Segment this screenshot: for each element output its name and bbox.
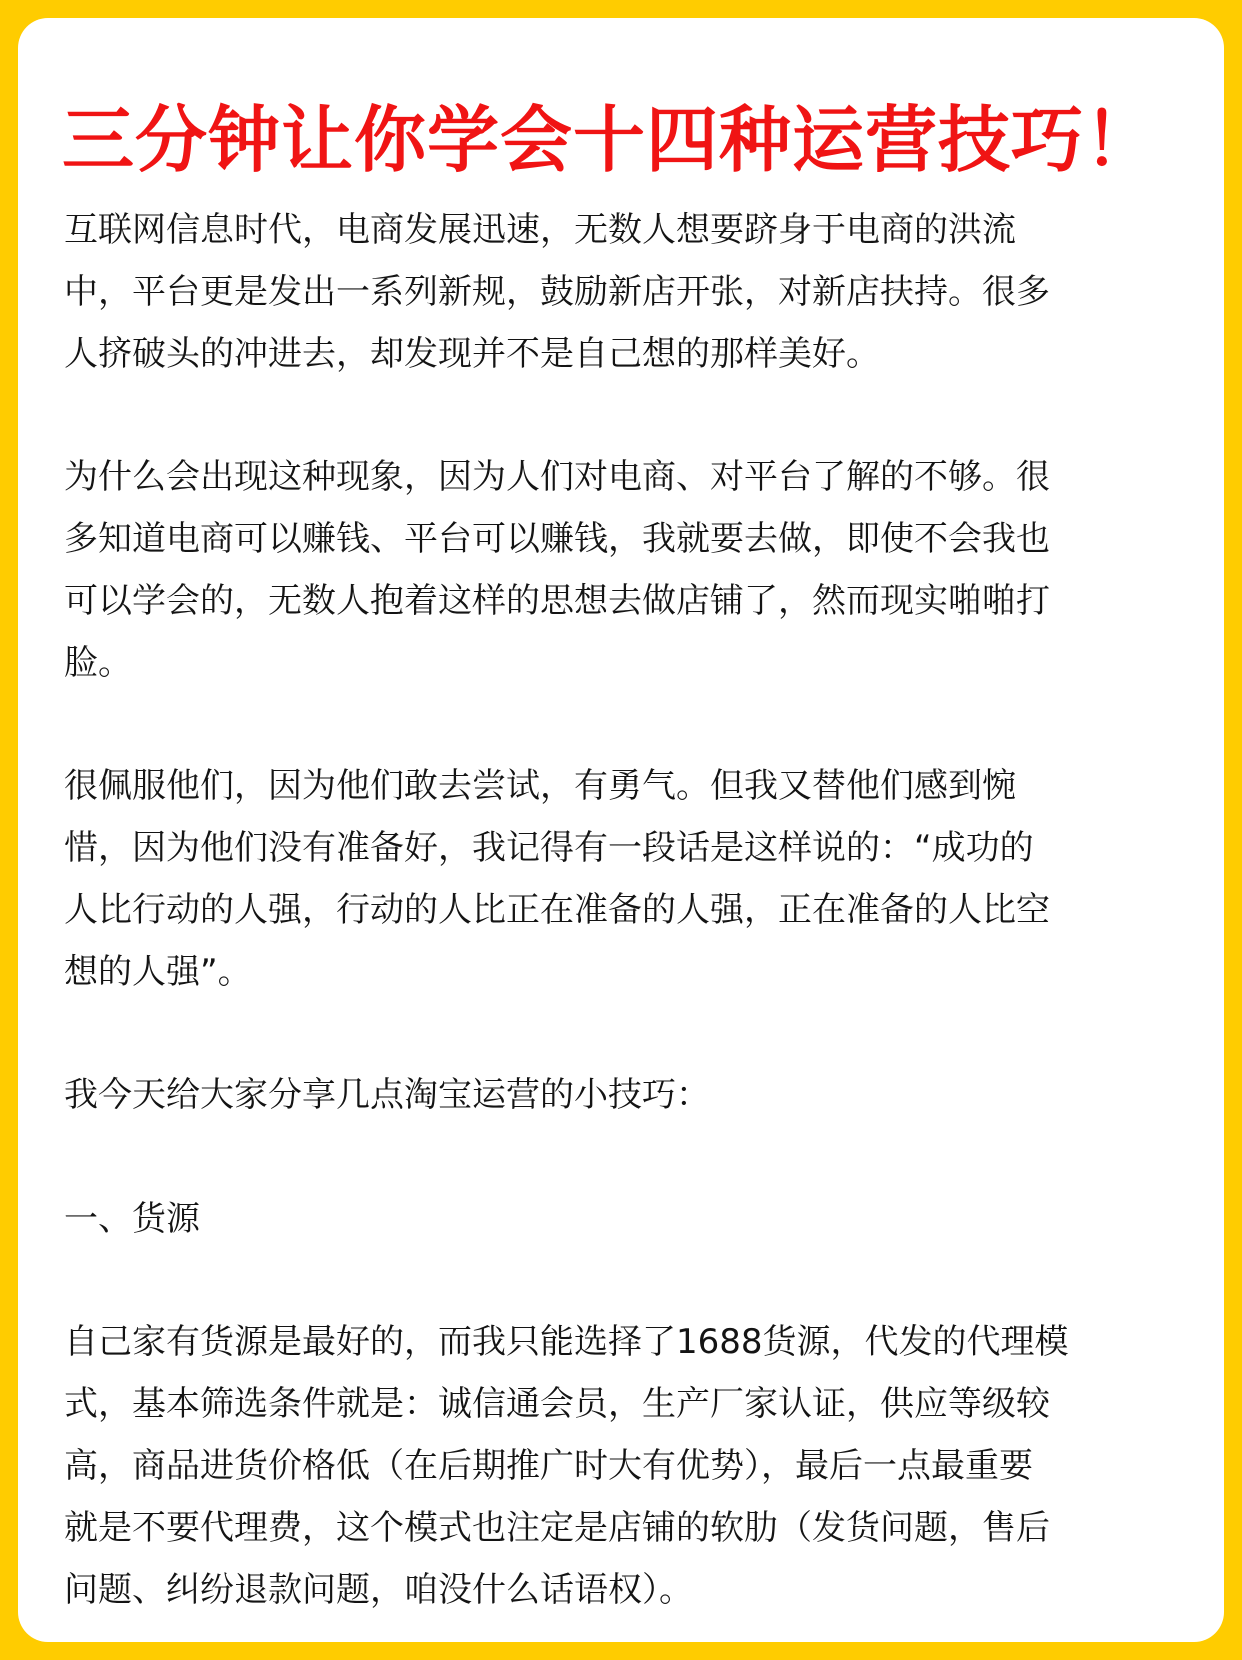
text-line: 可以学会的，无数人抱着这样的思想去做店铺了，然而现实啪啪打	[64, 580, 1050, 621]
text-line: 多知道电商可以赚钱、平台可以赚钱，我就要去做，即使不会我也	[64, 518, 1050, 559]
text-line: 就是不要代理费，这个模式也注定是店铺的软肋（发货问题，售后	[64, 1507, 1050, 1548]
text-line: 问题、纠纷退款问题，咱没什么话语权）。	[64, 1569, 693, 1610]
paragraph-gap	[64, 1127, 1194, 1189]
paragraph-gap	[64, 385, 1194, 447]
text-line: 高，商品进货价格低（在后期推广时大有优势），最后一点最重要	[64, 1445, 1033, 1486]
article-title: 三分钟让你学会十四种运营技巧！	[62, 98, 1158, 182]
text-line: 我今天给大家分享几点淘宝运营的小技巧：	[64, 1075, 710, 1116]
text-line: 式，基本筛选条件就是：诚信通会员，生产厂家认证，供应等级较	[64, 1384, 1050, 1425]
text-line: 为什么会出现这种现象，因为人们对电商、对平台了解的不够。很	[64, 457, 1050, 498]
text-line: 想的人强”。	[64, 951, 252, 992]
text-line: 互联网信息时代，电商发展迅速，无数人想要跻身于电商的洪流	[64, 210, 1016, 250]
paragraph-gap	[64, 1251, 1194, 1313]
text-line: 很佩服他们，因为他们敢去尝试，有勇气。但我又替他们感到惋	[64, 766, 1016, 807]
text-line: 中，平台更是发出一系列新规，鼓励新店开张，对新店扶持。很多	[64, 271, 1050, 312]
text-line: 人比行动的人强，行动的人比正在准备的人强，正在准备的人比空	[64, 889, 1050, 930]
paragraph-gap	[64, 1003, 1194, 1065]
section-heading: 一、货源	[64, 1198, 200, 1239]
paragraph-gap	[64, 694, 1194, 756]
text-line: 惜，因为他们没有准备好，我记得有一段话是这样说的：“成功的	[64, 827, 1034, 868]
article-body	[64, 200, 1194, 1621]
text-line: 人挤破头的冲进去，却发现并不是自己想的那样美好。	[64, 333, 880, 374]
article-card	[18, 18, 1224, 1642]
text-line: 自己家有货源是最好的，而我只能选择了1688货源，代发的代理模	[64, 1322, 1069, 1363]
text-line: 脸。	[64, 642, 132, 683]
